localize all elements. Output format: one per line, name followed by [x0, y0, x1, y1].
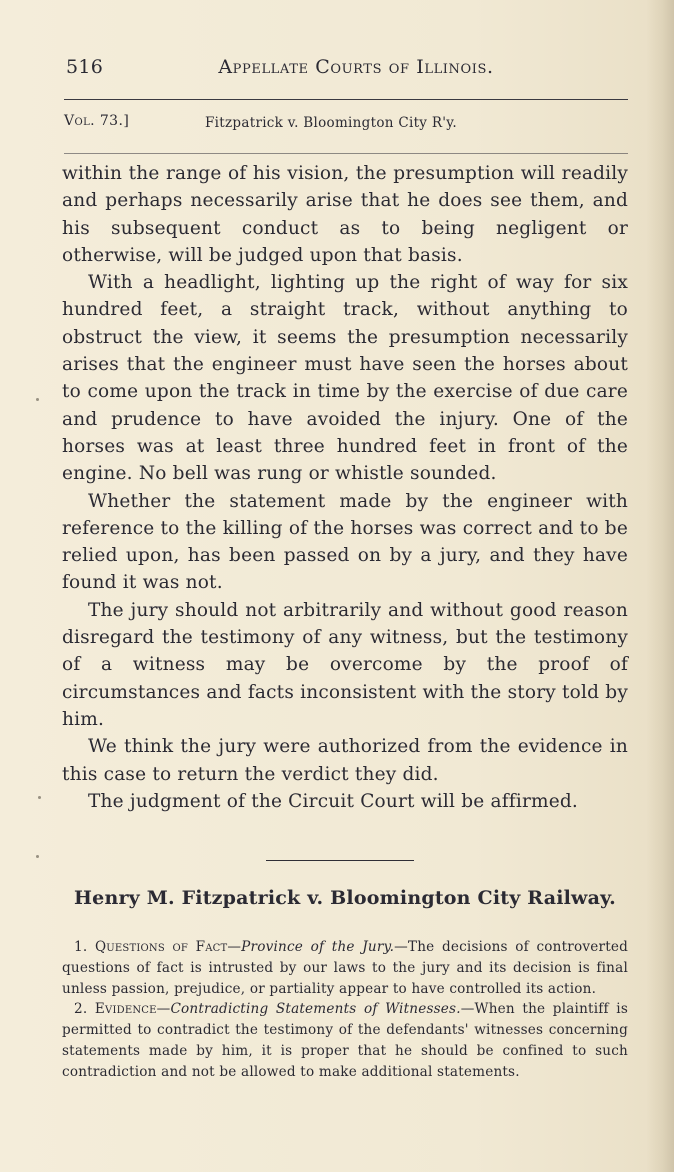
running-head-text: Appellate Courts of Illinois.	[218, 56, 494, 78]
paper-speck	[36, 398, 39, 401]
paragraph-2: With a headlight, lighting up the right of way for six hundred feet, a straight track, without anything to obstruct the view, it seems the presumption necessarily arises that the engineer must have seen the horses about to come upon the track in time by the exercise of due care and prudence to have avoided the injury. One of the horses was at least three hundred feet in front of the engine. No bell was rung or whistle sounded.	[62, 272, 628, 485]
volume-text: Vol. 73.]	[64, 113, 130, 129]
paragraph-3: Whether the statement made by the engineer with reference to the killing of the horses was correct and to be relied upon, has been passed on by a jury, and they have found it was not.	[62, 490, 628, 594]
headnote-1-number: 1.	[74, 939, 88, 955]
page-number: 516	[66, 56, 104, 78]
paper-speck	[36, 855, 39, 858]
volume-label	[64, 113, 129, 129]
headnote-2: 2. Evidence—Contradicting Statements of Witnesses.—When the plaintiff is permitted to contradict the testimony of the defendants' witnesses concerning statements made by him, it is proper that he should be confined to such contradiction and not be allowed to make additional statements.	[62, 1001, 628, 1080]
headnote-1-topic: Questions of Fact	[94, 939, 228, 955]
headnote-1-subtopic: Province of the Jury.	[241, 939, 395, 955]
paragraph-1: within the range of his vision, the presumption will readily and perhaps necessarily arise that he does see them, and his subsequent conduct as to being negligent or otherwise, will be judged upon that basis.	[62, 163, 628, 266]
paragraph-4: The jury should not arbitrarily and without good reason disregard the testimony of any witness, but the testimony of a witness may be overcome by the proof of circumstances and facts inconsistent with the story told by him.	[62, 599, 628, 730]
next-case-heading: Henry M. Fitzpatrick v. Bloomington City Railway.	[74, 887, 616, 909]
case-title-running: Fitzpatrick v. Bloomington City R'y.	[205, 115, 458, 131]
paper-speck	[38, 796, 41, 799]
headnote-2-number: 2.	[74, 1001, 88, 1018]
headnote-2-topic: Evidence	[94, 1001, 157, 1018]
subheader-rule	[64, 153, 628, 154]
headnote-2-text: When the plaintiff is permitted to contradict the testimony of the defendants' witnesses concerning statements made by him, it is proper that he should be confined to such contradiction and not be allowed to make additional statements.	[62, 1001, 628, 1080]
opinion-body	[62, 160, 628, 815]
paragraph-6: The judgment of the Circuit Court will be affirmed.	[88, 790, 579, 812]
headnotes	[62, 937, 628, 1083]
paragraph-5: We think the jury were authorized from the evidence in this case to return the verdict they did.	[62, 736, 628, 785]
headnote-1: 1. Questions of Fact—Province of the Jury.—The decisions of controverted questions of fact is intrusted by our laws to the jury and its decision is final unless passion, prejudice, or partiality appear to have controlled its action.	[62, 939, 628, 997]
section-divider	[266, 860, 414, 861]
headnote-1-text: The decisions of controverted questions of fact is intrusted by our laws to the jury and its decision is final unless passion, prejudice, or partiality appear to have controlled its action.	[62, 939, 628, 997]
running-head	[186, 56, 526, 78]
headnote-2-subtopic: Contradicting Statements of Witnesses.	[170, 1001, 461, 1018]
header-rule	[64, 99, 628, 100]
